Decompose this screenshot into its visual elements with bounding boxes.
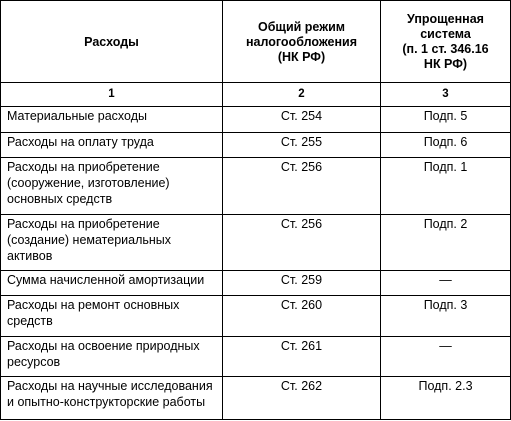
row-expense-name: Расходы на освоение природных ресурсов	[1, 336, 223, 376]
column-number-2: 2	[223, 83, 381, 107]
row-general-article: Ст. 254	[223, 107, 381, 133]
table-row	[1, 296, 511, 336]
header-expenses: Расходы	[1, 1, 223, 83]
column-number-1: 1	[1, 83, 223, 107]
row-expense-name: Сумма начисленной амортизации	[1, 270, 223, 296]
header-general-regime: Общий режим налогообложения (НК РФ)	[223, 1, 381, 83]
row-simplified-clause: Подп. 2.3	[381, 377, 511, 420]
row-expense-name: Расходы на ремонт основных средств	[1, 296, 223, 336]
table-header-row	[1, 1, 511, 83]
column-number-3: 3	[381, 83, 511, 107]
table-row	[1, 336, 511, 376]
row-general-article: Ст. 255	[223, 132, 381, 158]
row-expense-name: Расходы на научные исследования и опытно-конструкторские работы	[1, 377, 223, 420]
column-number-row	[1, 83, 511, 107]
table-row	[1, 377, 511, 420]
row-expense-name: Расходы на оплату труда	[1, 132, 223, 158]
row-simplified-clause: Подп. 1	[381, 158, 511, 214]
table-row	[1, 107, 511, 133]
row-expense-name: Материальные расходы	[1, 107, 223, 133]
row-simplified-clause: Подп. 3	[381, 296, 511, 336]
table-row	[1, 270, 511, 296]
row-simplified-clause: Подп. 5	[381, 107, 511, 133]
row-simplified-clause: Подп. 6	[381, 132, 511, 158]
row-expense-name: Расходы на приобретение (сооружение, изготовление) основных средств	[1, 158, 223, 214]
row-simplified-clause: —	[381, 336, 511, 376]
row-general-article: Ст. 259	[223, 270, 381, 296]
row-general-article: Ст. 262	[223, 377, 381, 420]
table-row	[1, 214, 511, 270]
table-row	[1, 158, 511, 214]
row-general-article: Ст. 256	[223, 158, 381, 214]
header-simplified-system: Упрощенная система (п. 1 ст. 346.16 НК РФ)	[381, 1, 511, 83]
row-simplified-clause: —	[381, 270, 511, 296]
row-general-article: Ст. 260	[223, 296, 381, 336]
row-general-article: Ст. 256	[223, 214, 381, 270]
row-general-article: Ст. 261	[223, 336, 381, 376]
row-simplified-clause: Подп. 2	[381, 214, 511, 270]
table-row	[1, 132, 511, 158]
row-expense-name: Расходы на приобретение (создание) нематериальных активов	[1, 214, 223, 270]
